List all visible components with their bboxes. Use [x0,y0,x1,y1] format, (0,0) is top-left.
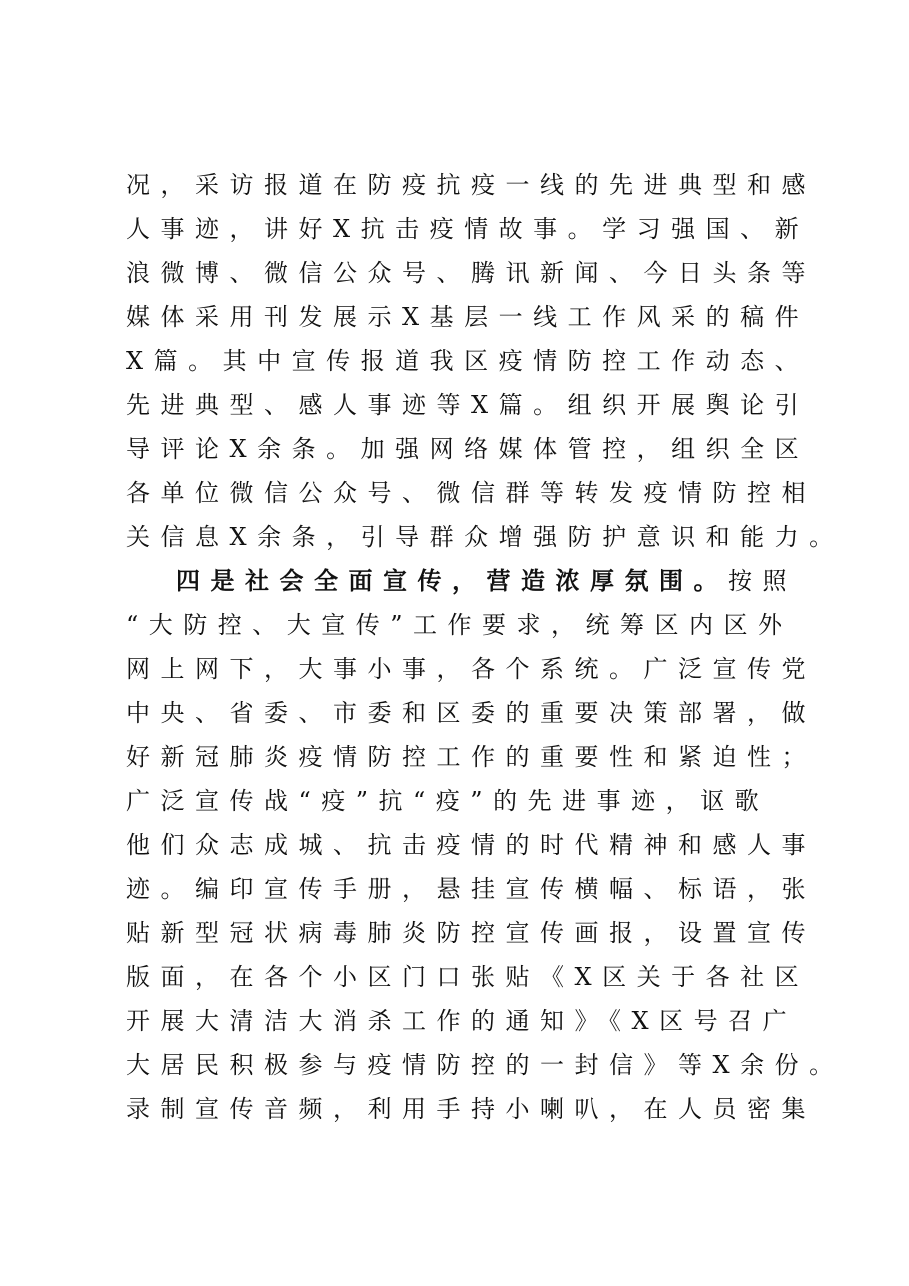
text-line: X篇。其中宣传报道我区疫情防控工作动态、 [126,347,810,375]
text-line: 关信息X余条，引导群众增强防护意识和能力。 [126,523,844,551]
text-line: 好新冠肺炎疫情防控工作的重要性和紧迫性； [126,743,816,771]
text-line: 媒体采用刊发展示X基层一线工作风采的稿件 [126,303,810,331]
text-line: 各单位微信公众号、微信群等转发疫情防控相 [126,479,816,507]
section-heading-line [176,559,876,603]
section-heading-tail: 按照 [728,567,797,595]
text-line: 况，采访报道在防疫抗疫一线的先进典型和感 [126,171,816,199]
text-line: “大防控、大宣传”工作要求，统筹区内区外 [126,611,793,639]
text-line: 版面，在各个小区门口张贴《X区关于各社区 [126,963,810,991]
text-line: 贴新型冠状病毒肺炎防控宣传画报，设置宣传 [126,919,816,947]
text-line: 他们众志成城、抗击疫情的时代精神和感人事 [126,831,816,859]
text-line: 人事迹，讲好X抗击疫情故事。学习强国、新 [126,215,810,243]
text-line: 录制宣传音频，利用手持小喇叭，在人员密集 [126,1095,816,1123]
text-line: 迹。编印宣传手册，悬挂宣传横幅、标语，张 [126,875,816,903]
text-line: 大居民积极参与疫情防控的一封信》等X余份。 [126,1051,844,1079]
text-line: 网上网下，大事小事，各个系统。广泛宣传党 [126,655,816,683]
text-line: 中央、省委、市委和区委的重要决策部署，做 [126,699,816,727]
text-line: 先进典型、感人事迹等X篇。组织开展舆论引 [126,391,810,419]
text-line: 开展大清洁大消杀工作的通知》《X区号召广 [126,1007,798,1035]
text-line: 浪微博、微信公众号、腾讯新闻、今日头条等 [126,259,816,287]
text-line: 广泛宣传战“疫”抗“疫”的先进事迹，讴歌 [126,787,770,815]
text-line: 导评论X余条。加强网络媒体管控，组织全区 [126,435,810,463]
section-heading: 四是社会全面宣传，营造浓厚氛围。 [176,566,728,595]
